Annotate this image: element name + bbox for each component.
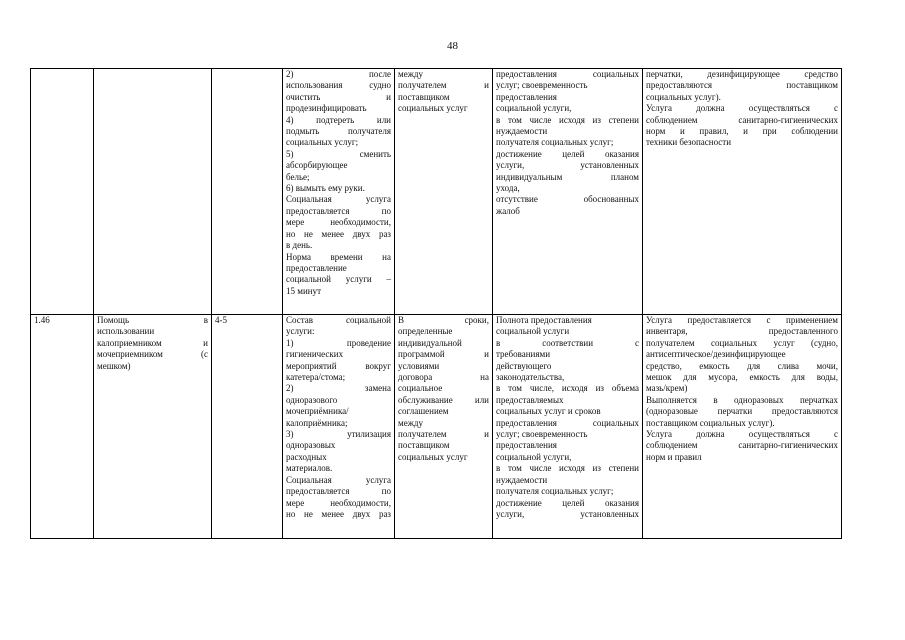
cell-text-line: нуждаемости (496, 126, 548, 137)
cell-text-line: обслуживание или (398, 394, 489, 405)
cell-text-line: материалов. (286, 463, 333, 474)
cell-text-line: Полнота предоставления (496, 315, 592, 325)
cell-text-line: предоставления (496, 440, 557, 451)
cell-text-line: социальной услуги – (286, 274, 391, 285)
cell-text-line: нуждаемости (496, 474, 548, 485)
cell-text-line: 1) проведение (286, 337, 391, 348)
cell-text-line: поставщиком (398, 91, 450, 102)
cell-text-line: услуги: (286, 326, 315, 337)
cell-text-line: 3) утилизация (286, 429, 391, 440)
cell-text-line: получателем и (398, 80, 489, 91)
cell-text-line: мере необходимости, (286, 497, 391, 508)
cell-text-line: мазь/крем) (646, 383, 688, 394)
service-content-cell (283, 69, 395, 315)
table-row (31, 69, 842, 315)
cell-text-line: Услуга предоставляется с применением (646, 315, 838, 325)
cell-text-line: 6) вымыть ему руки. (286, 183, 365, 194)
cell-text-line: социальной услуги, (496, 451, 572, 462)
service-terms-cell (395, 315, 493, 539)
cell-text-line: белье; (286, 171, 310, 182)
cell-text-line: социальной услуги (496, 326, 570, 337)
cell-text-line: соглашением (398, 406, 449, 417)
cell-text-line: предоставляется по (286, 205, 391, 216)
cell-text-line: расходных (286, 451, 327, 462)
cell-text-line: В сроки, (398, 315, 489, 325)
cell-text-line: Услуга должна осуществляться с (646, 429, 838, 440)
cell-text-line: ухода, (496, 183, 520, 194)
service-terms-cell (395, 69, 493, 315)
cell-text-line: абсорбирующее (286, 160, 348, 171)
service-content-cell (283, 315, 395, 539)
cell-text-line: между (398, 69, 423, 79)
cell-text-line: определенные (398, 326, 453, 337)
cell-text-line: использовании (97, 326, 155, 337)
cell-text-line: катетера/стома; (286, 372, 346, 383)
cell-text-line: действующего (496, 360, 552, 371)
cell-text-line: продезинфицировать (286, 103, 367, 114)
cell-text-line: использования судно (286, 80, 391, 91)
cell-text-line: предоставляемых (496, 394, 564, 405)
cell-text-line: перчатки, дезинфицирующее средство (646, 69, 838, 79)
cell-text-line: предоставления социальных (496, 417, 639, 428)
cell-text-line: очистить и (286, 91, 391, 102)
cell-text-line: социальных услуг; (286, 137, 359, 148)
cell-text-line: достижение целей оказания (496, 148, 639, 159)
cell-text-line: Социальная услуга (286, 194, 391, 205)
service-quality-cell (493, 315, 643, 539)
cell-text-line: в том числе исходя из степени (496, 463, 639, 474)
cell-text-line: мочеприемником (с (97, 349, 208, 360)
cell-text-line: инвентаря, предоставленного (646, 326, 838, 337)
cell-text-line: получателем социальных услуг (судно, (646, 337, 838, 348)
cell-text-line: в соответствии с (496, 337, 639, 348)
cell-text-line: предоставляются поставщиком (646, 80, 838, 91)
cell-text-line: 2) после (286, 69, 391, 79)
cell-text-line: предоставления (496, 91, 557, 102)
cell-text-line: отсутствие обоснованных (496, 194, 639, 205)
cell-text-line: одноразового (286, 394, 338, 405)
cell-text-line: Социальная услуга (286, 474, 391, 485)
cell-text-line: но не менее двух раз (286, 508, 391, 519)
service-quality-cell (493, 69, 643, 315)
cell-text-line: соблюдением санитарно-гигиенических (646, 440, 838, 451)
cell-text-line: Выполняется в одноразовых перчатках (646, 394, 838, 405)
cell-text-line: получателя социальных услуг; (496, 137, 614, 148)
cell-text-line: соблюдением санитарно-гигиенических (646, 114, 838, 125)
cell-text-line: социальной услуги, (496, 103, 572, 114)
service-conditions-cell (643, 315, 842, 539)
cell-text-line: 5) сменить (286, 148, 391, 159)
cell-text-line: 15 минут (286, 285, 322, 296)
cell-text-line: достижение целей оказания (496, 497, 639, 508)
cell-text-line: норм и правил, и при соблюдении (646, 126, 838, 137)
cell-text-line: Помощь в (97, 315, 208, 325)
cell-text-line: услуги, установленных (496, 508, 639, 519)
cell-text-line: между (398, 417, 423, 428)
cell-text-line: услуг; своевременность (496, 429, 588, 440)
service-number-cell: 1.46 (31, 315, 94, 539)
cell-text-line: но не менее двух раз (286, 228, 391, 239)
cell-text-line: социальных услуг (398, 103, 468, 114)
cell-text-line: в том числе, исходя из объема (496, 383, 639, 394)
cell-text-line: 4) подтереть или (286, 114, 391, 125)
cell-text-line: предоставление (286, 262, 347, 273)
page-number: 48 (447, 40, 458, 52)
cell-text-line: индивидуальным планом (496, 171, 639, 182)
cell-text-line: мешок для мусора, емкость для воды, (646, 372, 838, 383)
cell-text-line: Услуга должна осуществляться с (646, 103, 838, 114)
service-name-cell (94, 69, 212, 315)
cell-text-line: Состав социальной (286, 315, 391, 325)
cell-text-line: социальных услуг). (646, 91, 721, 102)
cell-text-line: 2) замена (286, 383, 391, 394)
cell-text-line: предоставляется по (286, 486, 391, 497)
cell-text-line: договора на (398, 372, 489, 383)
cell-text-line: индивидуальной (398, 337, 462, 348)
cell-text-line: мере необходимости, (286, 217, 391, 228)
cell-text-line: условиями (398, 360, 440, 371)
service-number-cell (31, 69, 94, 315)
cell-text-line: (одноразовые перчатки предоставляются (646, 406, 838, 417)
cell-text-line: гигиенических (286, 349, 344, 360)
cell-text-line: техники безопасности (646, 137, 732, 148)
service-conditions-cell (643, 69, 842, 315)
cell-text-line: программой и (398, 349, 489, 360)
cell-text-line: мероприятий вокруг (286, 360, 391, 371)
cell-text-line: одноразовых (286, 440, 336, 451)
service-period-cell (212, 69, 283, 315)
cell-text-line: предоставления социальных (496, 69, 639, 79)
cell-text-line: калоприёмника; (286, 417, 348, 428)
cell-text-line: получателем и (398, 429, 489, 440)
cell-text-line: социальных услуг (398, 451, 468, 462)
cell-text-line: поставщиком социальных услуг). (646, 417, 775, 428)
cell-text-line: социальное (398, 383, 443, 394)
service-period-cell: 4-5 (212, 315, 283, 539)
cell-text-line: социальных услуг и сроков (496, 406, 601, 417)
cell-text-line: калоприемником и (97, 337, 208, 348)
cell-text-line: услуги, установленных (496, 160, 639, 171)
cell-text-line: услуг; своевременность (496, 80, 588, 91)
cell-text-line: мешком) (97, 360, 131, 371)
cell-text-line: средство, емкость для слива мочи, (646, 360, 838, 371)
table-row (31, 315, 842, 539)
cell-text-line: в том числе исходя из степени (496, 114, 639, 125)
cell-text-line: норм и правил (646, 451, 702, 462)
cell-text-line: подмыть получателя (286, 126, 391, 137)
cell-text-line: жалоб (496, 205, 520, 216)
cell-text-line: получателя социальных услуг; (496, 486, 614, 497)
service-name-cell (94, 315, 212, 539)
cell-text-line: в день. (286, 240, 313, 251)
cell-text-line: законодательства, (496, 372, 565, 383)
cell-text-line: требованиями (496, 349, 551, 360)
cell-text-line: Норма времени на (286, 251, 391, 262)
services-table (30, 68, 842, 539)
cell-text-line: поставщиком (398, 440, 450, 451)
cell-text-line: антисептическое/дезинфицирующее (646, 349, 786, 360)
cell-text-line: мочеприёмника/ (286, 406, 349, 417)
